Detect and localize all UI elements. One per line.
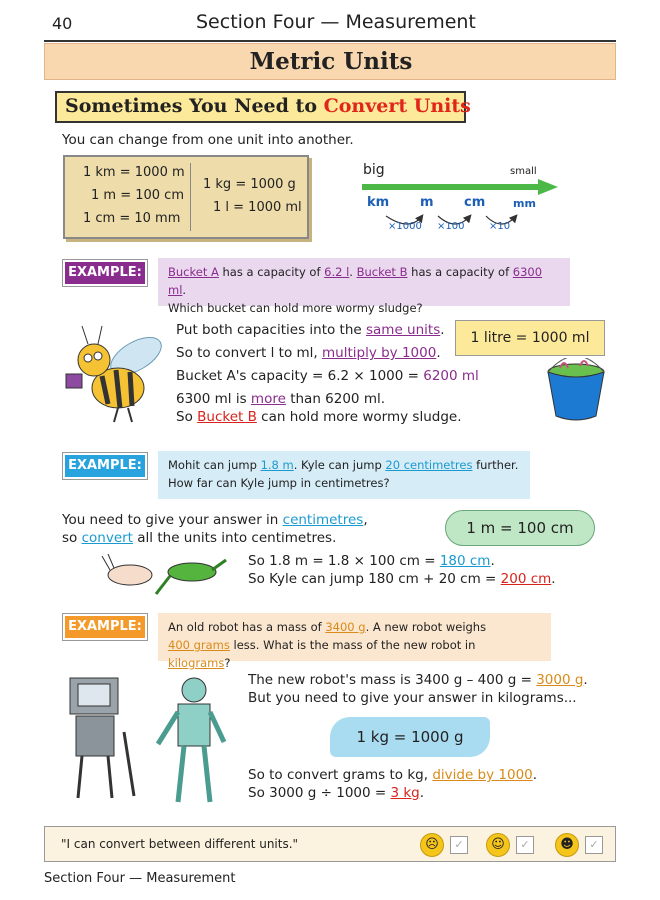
checkbox-unsure[interactable]: ✓ xyxy=(450,836,468,854)
example3-tag: EXAMPLE: xyxy=(63,614,147,640)
section-title: Section Four — Measurement xyxy=(196,11,476,33)
face-happy-icon: ☻ xyxy=(555,833,579,857)
example3-question xyxy=(158,613,551,670)
example2-line2: How far can Kyle jump in centimetres? xyxy=(168,476,390,490)
conversion-box xyxy=(63,155,309,239)
scale-cm: cm xyxy=(464,195,486,210)
footer-section-title: Section Four — Measurement xyxy=(44,871,236,886)
example1-step5: So Bucket B can hold more wormy sludge. xyxy=(176,409,462,425)
conversion-l: 1 l = 1000 ml xyxy=(213,200,302,215)
conversion-cm: 1 cm = 10 mm xyxy=(83,211,181,226)
litre-callout: 1 litre = 1000 ml xyxy=(455,320,605,356)
scale-m: m xyxy=(420,195,434,210)
example3-step2: But you need to give your answer in kilograms... xyxy=(248,690,577,706)
example3-line2: 400 grams less. What is the mass of the new robot in kilograms? xyxy=(168,638,476,670)
page-number: 40 xyxy=(52,14,73,33)
example2-step4: So Kyle can jump 180 cm + 20 cm = 200 cm. xyxy=(248,571,556,587)
example2-step3: So 1.8 m = 1.8 × 100 cm = 180 cm. xyxy=(248,553,495,569)
self-check-statement: "I can convert between different units." xyxy=(61,837,299,851)
bee-illustration xyxy=(58,318,168,428)
checkbox-ok[interactable]: ✓ xyxy=(516,836,534,854)
conversion-divider xyxy=(190,163,191,231)
example2-tag: EXAMPLE: xyxy=(63,453,147,479)
example1-tag: EXAMPLE: xyxy=(63,260,147,286)
scale-factor-100: ×100 xyxy=(437,221,465,232)
example3-line1: An old robot has a mass of 3400 g. A new robot weighs xyxy=(168,620,487,634)
subheading-box xyxy=(55,91,471,123)
header-rule xyxy=(44,40,616,42)
rabbit-frog-illustration xyxy=(100,550,230,600)
conversion-kg: 1 kg = 1000 g xyxy=(203,177,296,192)
example3-step3: So to convert grams to kg, divide by 1000. xyxy=(248,767,538,783)
example1-step1: Put both capacities into the same units. xyxy=(176,322,445,338)
example1-step4: 6300 ml is more than 6200 ml. xyxy=(176,391,386,407)
robots-illustration xyxy=(58,672,238,812)
intro-text: You can change from one unit into another. xyxy=(62,132,354,148)
example2-question xyxy=(158,451,530,499)
face-ok-icon: ☺ xyxy=(486,833,510,857)
conversion-km: 1 km = 1000 m xyxy=(83,165,185,180)
example1-question xyxy=(158,258,570,315)
bucket-illustration xyxy=(540,358,615,428)
scale-small-label: small xyxy=(510,166,537,177)
checkbox-confident[interactable]: ✓ xyxy=(585,836,603,854)
conversion-m: 1 m = 100 cm xyxy=(91,188,184,203)
example2-line1: Mohit can jump 1.8 m. Kyle can jump 20 centimetres further. xyxy=(168,458,519,472)
example1-step3: Bucket A's capacity = 6.2 × 1000 = 6200 ml xyxy=(176,368,479,384)
example2-step1: You need to give your answer in centimetres, xyxy=(62,512,368,528)
scale-mm: mm xyxy=(513,197,536,210)
example2-step2: so convert all the units into centimetres. xyxy=(62,530,337,546)
page-title: Metric Units xyxy=(249,48,413,75)
example1-step2: So to convert l to ml, multiply by 1000. xyxy=(176,345,441,361)
scale-factor-1000: ×1000 xyxy=(388,221,422,232)
scale-factor-10: ×10 xyxy=(489,221,511,232)
scale-arrow xyxy=(362,179,558,195)
scale-km: km xyxy=(367,195,390,210)
title-band xyxy=(44,43,616,80)
subheading: Sometimes You Need to Convert Units xyxy=(65,95,471,117)
self-check-box xyxy=(44,826,616,862)
example1-line1: Bucket A has a capacity of 6.2 l. Bucket B has a capacity of 6300 ml. xyxy=(168,265,543,297)
example3-step1: The new robot's mass is 3400 g – 400 g = 3000 g. xyxy=(248,672,588,688)
face-unsure-icon: ☹ xyxy=(420,833,444,857)
metre-callout: 1 m = 100 cm xyxy=(445,510,595,546)
example3-step4: So 3000 g ÷ 1000 = 3 kg. xyxy=(248,785,425,801)
kg-callout: 1 kg = 1000 g xyxy=(330,717,490,757)
scale-big-label: big xyxy=(363,162,385,178)
example1-line2: Which bucket can hold more wormy sludge? xyxy=(168,301,423,315)
